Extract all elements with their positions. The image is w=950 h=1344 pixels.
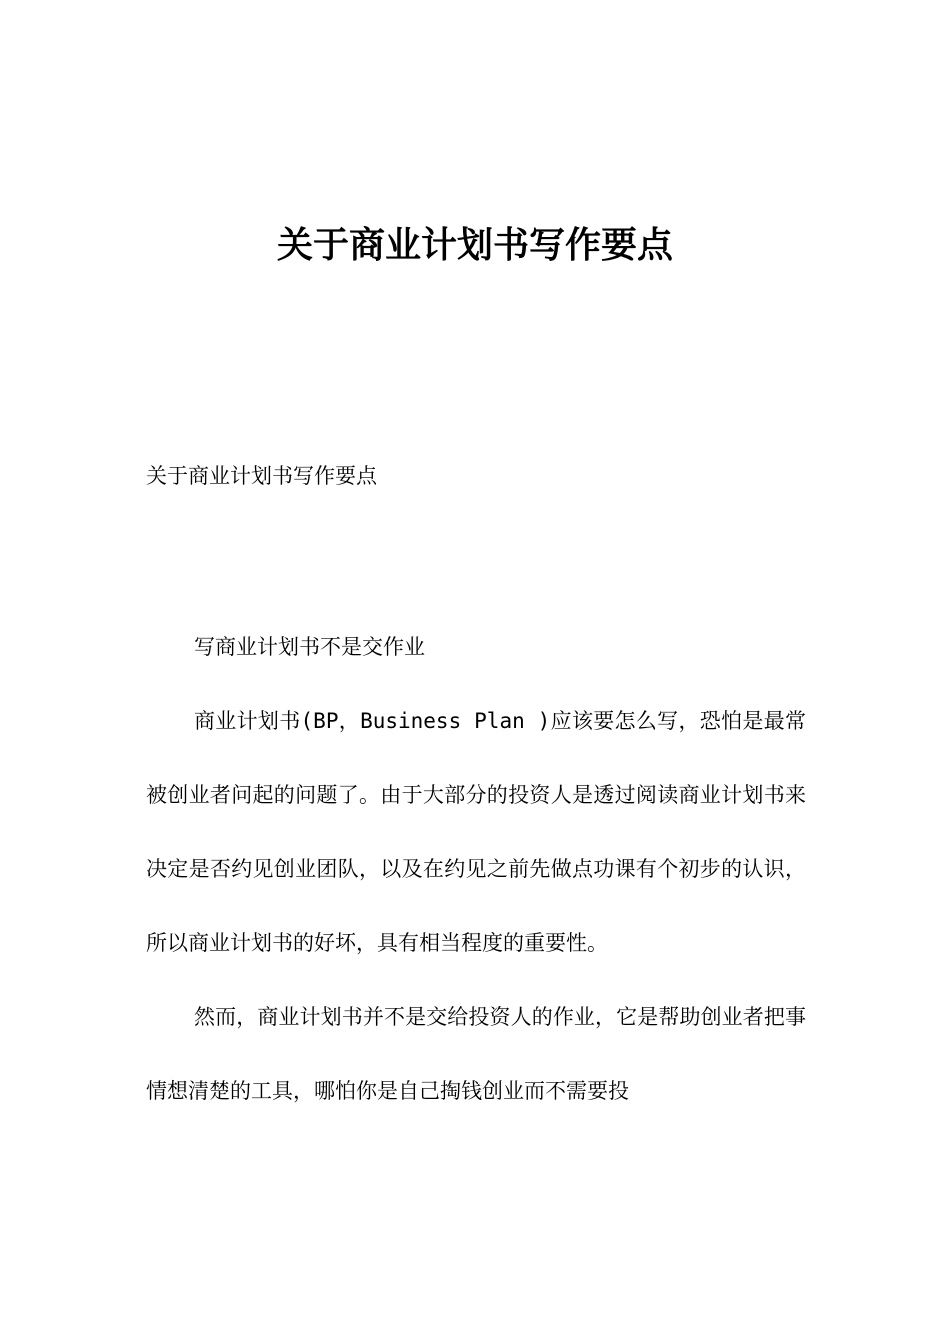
document-subtitle: 关于商业计划书写作要点	[146, 464, 377, 488]
document-body	[146, 610, 806, 1128]
document-title: 关于商业计划书写作要点	[276, 225, 673, 266]
paragraph: 然而，商业计划书并不是交给投资人的作业，它是帮助创业者把事情想清楚的工具，哪怕你是自己掏钱创业而不需要投	[146, 1005, 806, 1103]
paragraph: 商业计划书(BP，Business Plan )应该要怎么写，恐怕是最常被创业者问起的问题了。由于大部分的投资人是透过阅读商业计划书来决定是否约见创业团队，以及在约见之前先做点功课有个初步的认识，所以商业计划书的好坏，具有相当程度的重要性。	[146, 709, 806, 955]
paragraph-heading: 写商业计划书不是交作业	[194, 635, 425, 659]
